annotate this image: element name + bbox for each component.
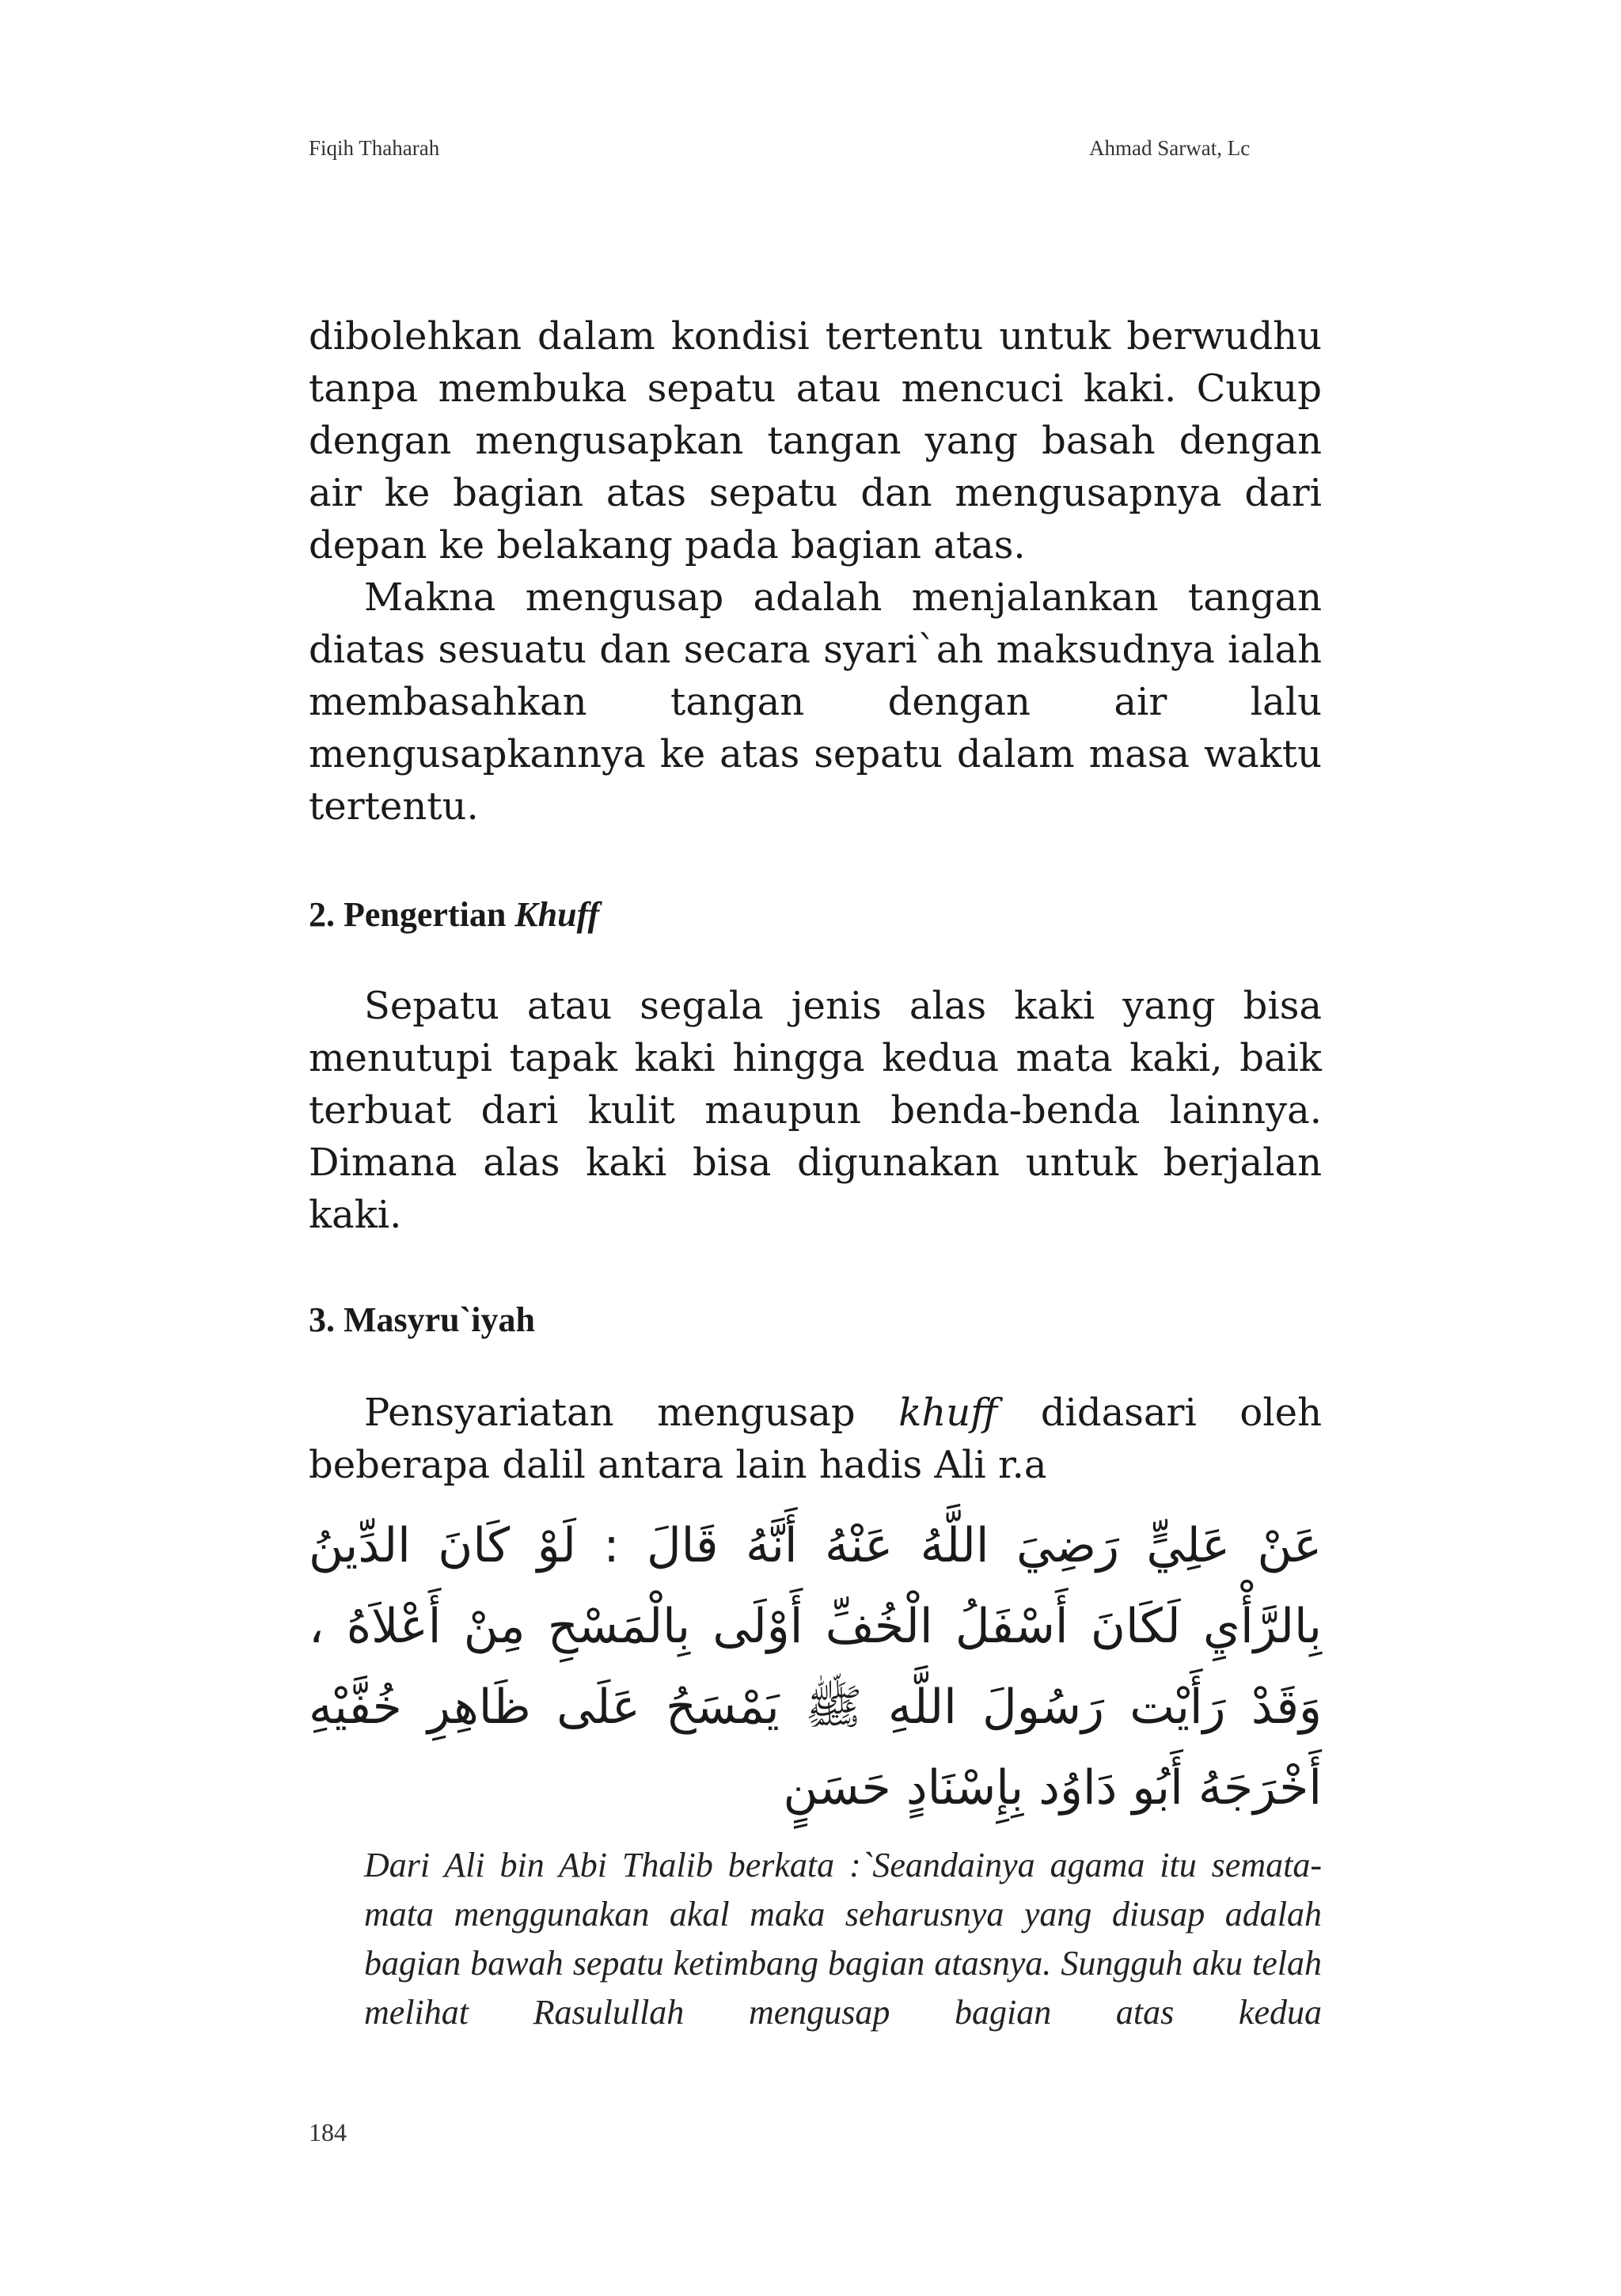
paragraph-4-text-a: Pensyariatan mengusap <box>364 1391 899 1435</box>
paragraph-2: Makna mengusap adalah menjalankan tangan diatas sesuatu dan secara syari`ah maksudnya ialah membasahkan tangan dengan air lalu mengusapkannya ke atas sepatu dalam masa waktu tertentu. <box>309 575 1322 829</box>
paragraph-1: dibolehkan dalam kondisi tertentu untuk berwudhu tanpa membuka sepatu atau mencuci kaki. Cukup dengan mengusapkan tangan yang basah dengan air ke bagian atas sepatu dan mengusapnya dari depan ke belakang pada bagian atas. <box>309 314 1322 567</box>
hadith-arabic: عَنْ عَلِيٍّ رَضِيَ اللَّهُ عَنْهُ أَنَّهُ قَالَ : لَوْ كَانَ الدِّينُ بِالرَّأْيِ لَكَانَ أَسْفَلُ الْخُفِّ أَوْلَى بِالْمَسْحِ مِنْ أَعْلاَهُ ، وَقَدْ رَأَيْت رَسُولَ اللَّهِ ﷺ يَمْسَحُ عَلَى ظَاهِرِ خُفَّيْهِ أَخْرَجَهُ أَبُو دَاوُد بِإِسْنَادٍ حَسَنٍ <box>309 1518 1322 1816</box>
running-header-author: Ahmad Sarwat, Lc <box>1089 136 1251 160</box>
page-content <box>309 310 1322 2037</box>
section-heading-2-text: 2. Pengertian <box>309 895 515 934</box>
hadith-translation: Dari Ali bin Abi Thalib berkata :`Seandainya agama itu semata-mata menggunakan akal maka seharusnya yang diusap adalah bagian bawah sepatu ketimbang bagian atasnya. Sungguh aku telah melihat Rasulullah mengusap bagian atas kedua <box>364 1846 1322 2032</box>
paragraph-4-term: khuff <box>898 1391 998 1435</box>
paragraph-4-text-b: didasari oleh beberapa dalil antara lain hadis Ali r.a <box>309 1391 1322 1487</box>
section-heading-2 <box>309 891 1322 939</box>
running-header-title: Fiqih Thaharah <box>309 136 440 160</box>
page-number: 184 <box>309 2118 347 2146</box>
section-heading-2-term: Khuff <box>514 895 600 934</box>
paragraph-3: Sepatu atau segala jenis alas kaki yang bisa menutupi tapak kaki hingga kedua mata kaki, baik terbuat dari kulit maupun benda-benda lainnya. Dimana alas kaki bisa digunakan untuk berjalan kaki. <box>309 984 1322 1237</box>
section-heading-3: 3. Masyru`iyah <box>309 1300 535 1339</box>
paragraph-4 <box>309 1387 1322 1491</box>
